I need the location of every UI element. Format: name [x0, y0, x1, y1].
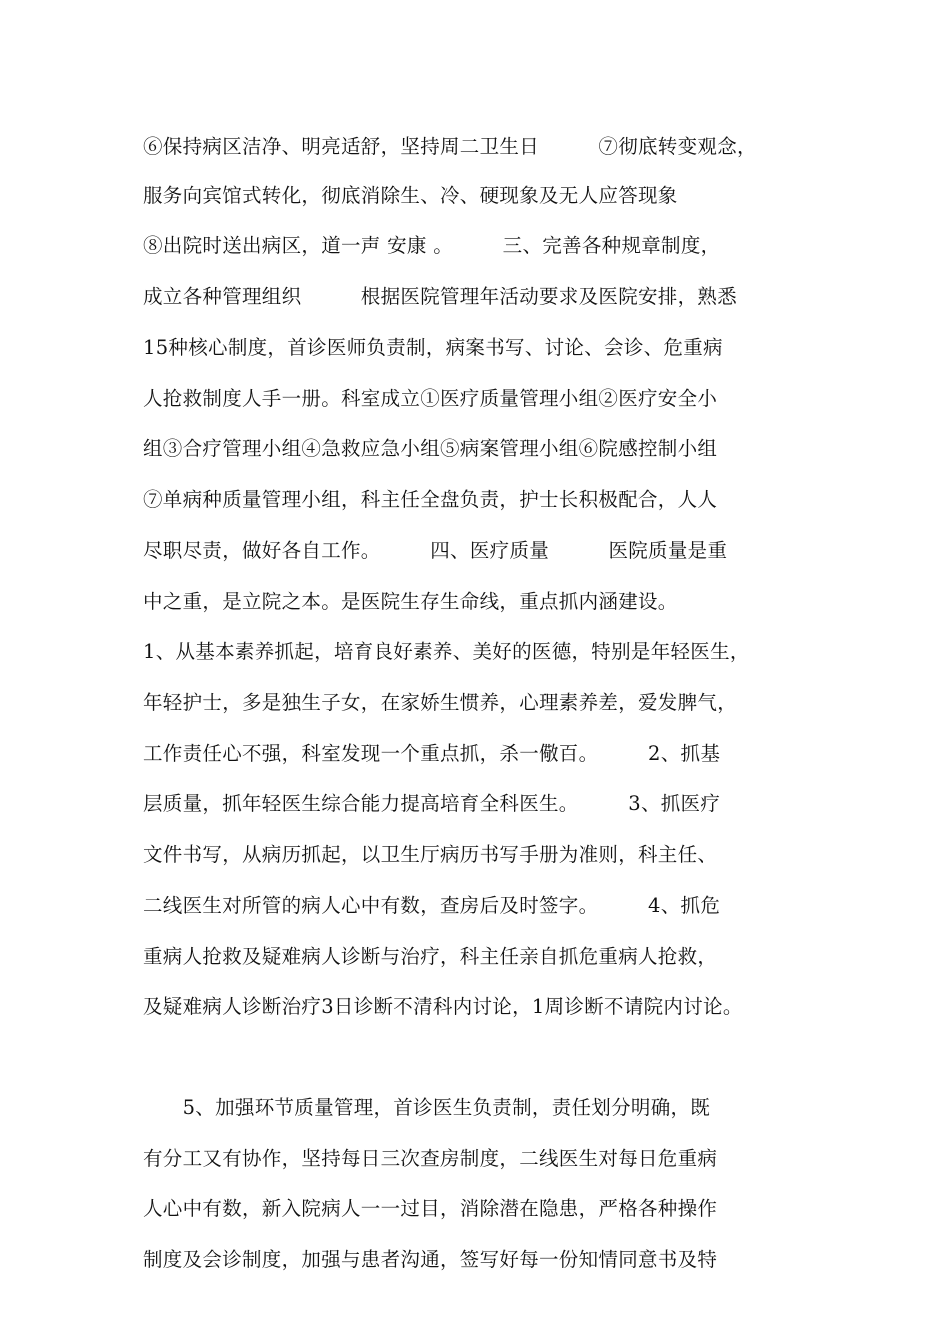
text-line: 工作责任心不强，科室发现一个重点抓，杀一儆百。 2、抓基	[143, 742, 721, 765]
text-line: 成立各种管理组织 根据医院管理年活动要求及医院安排，熟悉	[143, 285, 738, 308]
text-line: 二线医生对所管的病人心中有数，查房后及时签字。 4、抓危	[143, 894, 721, 917]
text-line: 有分工又有协作，坚持每日三次查房制度，二线医生对每日危重病	[143, 1147, 718, 1170]
text-line: 层质量，抓年轻医生综合能力提高培育全科医生。 3、抓医疗	[143, 792, 721, 815]
text-line: ⑦单病种质量管理小组，科主任全盘负责，护士长积极配合，人人	[143, 488, 718, 511]
text-line: 年轻护士，多是独生子女，在家娇生惯养，心理素养差，爱发脾气，	[143, 691, 738, 714]
text-line: 组③合疗管理小组④急救应急小组⑤病案管理小组⑥院感控制小组	[143, 437, 718, 460]
text-line: 15种核心制度，首诊医师负责制，病案书写、讨论、会诊、危重病	[143, 336, 723, 359]
text-line: 人心中有数，新入院病人一一过目，消除潜在隐患，严格各种操作	[143, 1197, 718, 1220]
text-line: 及疑难病人诊断治疗3日诊断不清科内讨论，1周诊断不请院内讨论。	[143, 995, 743, 1018]
text-line: 1、从基本素养抓起，培育良好素养、美好的医德，特别是年轻医生，	[143, 640, 750, 663]
text-line: 制度及会诊制度，加强与患者沟通，签写好每一份知情同意书及特	[143, 1248, 718, 1271]
text-line: 中之重，是立院之本。是医院生存生命线，重点抓内涵建设。	[143, 590, 678, 613]
text-line: ⑧出院时送出病区，道一声 安康 。 三、完善各种规章制度，	[143, 234, 721, 257]
text-line: 文件书写，从病历抓起，以卫生厅病历书写手册为准则，科主任、	[143, 843, 718, 866]
text-line: 服务向宾馆式转化，彻底消除生、冷、硬现象及无人应答现象	[143, 184, 678, 207]
text-line: ⑥保持病区洁净、明亮适舒，坚持周二卫生日 ⑦彻底转变观念，	[143, 135, 757, 158]
text-line: 重病人抢救及疑难病人诊断与治疗，科主任亲自抓危重病人抢救，	[143, 945, 718, 968]
text-line: 人抢救制度人手一册。科室成立①医疗质量管理小组②医疗安全小	[143, 387, 718, 410]
text-line: 尽职尽责，做好各自工作。 四、医疗质量 医院质量是重	[143, 539, 728, 562]
text-line: 5、加强环节质量管理，首诊医生负责制，责任划分明确，既	[143, 1096, 711, 1119]
